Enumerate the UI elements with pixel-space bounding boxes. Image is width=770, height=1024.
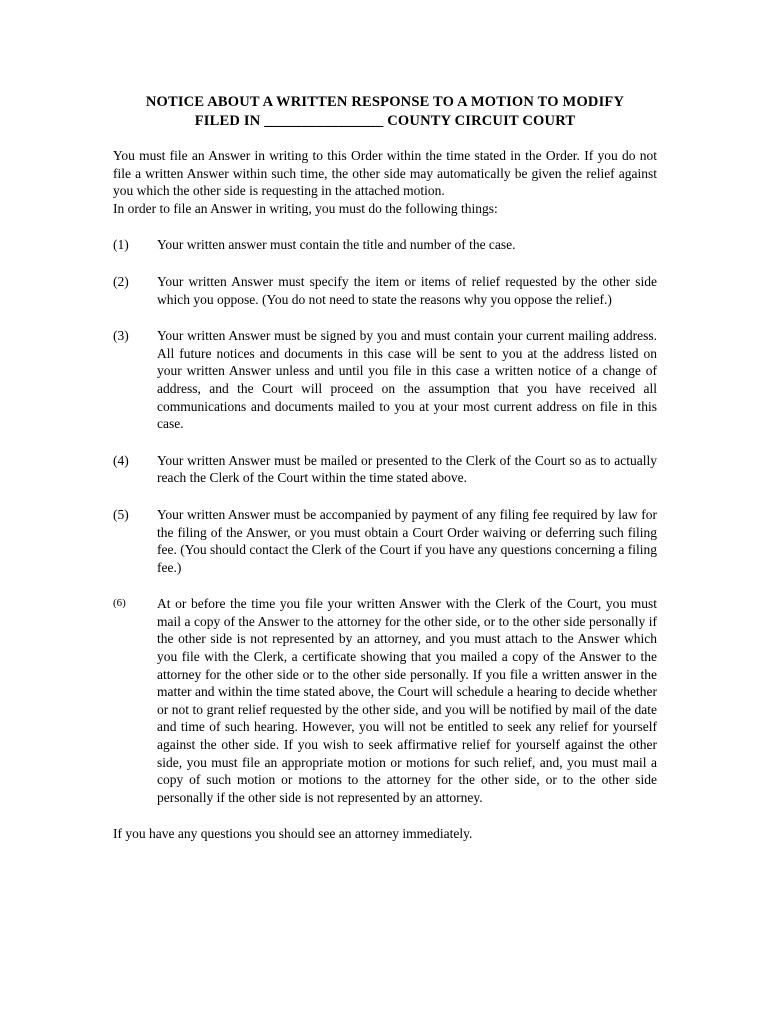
list-item	[113, 506, 657, 576]
list-item	[113, 452, 657, 487]
list-item-text: Your written answer must contain the title and number of the case.	[157, 237, 516, 253]
list-item-number: (6)	[113, 597, 126, 610]
list-item	[113, 327, 657, 433]
intro-section	[113, 147, 657, 217]
list-item-number: (4)	[113, 452, 129, 468]
closing-statement: If you have any questions you should see an attorney immediately.	[113, 826, 473, 842]
list-item-text: Your written Answer must be mailed or presented to the Clerk of the Court so as to actually reach the Clerk of the Court within the time stated above.	[157, 452, 657, 486]
list-item-number: (1)	[113, 237, 129, 253]
list-item-text: Your written Answer must be accompanied by payment of any filing fee required by law for the filing of the Answer, or you must obtain a Court Order waiving or deferring such filing fee. (You should contact the Clerk of the Court if you have any questions concerning a filing fee.)	[157, 506, 657, 575]
document-title-line1: NOTICE ABOUT A WRITTEN RESPONSE TO A MOTION TO MODIFY	[145, 94, 625, 110]
list-item	[113, 595, 657, 806]
document-title	[113, 93, 657, 130]
list-item-text: Your written Answer must be signed by you and must contain your current mailing address. All future notices and documents in this case will be sent to you at the address listed on your written Answer unless and until you file in this case a written notice of a change of address, and the Court will proceed on the assumption that you have received all communications and documents mailed to you at your most current address on file in this case.	[157, 328, 657, 432]
document-title-line2: FILED IN ________________ COUNTY CIRCUIT COURT	[194, 112, 576, 129]
numbered-list	[113, 236, 657, 806]
list-item-text: Your written Answer must specify the item or items of relief requested by the other side which you oppose. (You do not need to state the reasons why you oppose the relief.)	[157, 273, 657, 307]
list-item	[113, 273, 657, 308]
intro-instruction: In order to file an Answer in writing, you must do the following things:	[113, 200, 498, 216]
intro-paragraph: You must file an Answer in writing to this Order within the time stated in the Order. If you do not file a written Answer within such time, the other side may automatically be given the relief against you which the other side is requesting in the attached motion.	[113, 148, 657, 199]
list-item	[113, 236, 657, 254]
list-item-text: At or before the time you file your written Answer with the Clerk of the Court, you must mail a copy of the Answer to the attorney for the other side, or to the other side personally if the other side is not represented by an attorney, and you must attach to the Answer which you file with the Clerk, a certificate showing that you mailed a copy of the Answer to the attorney for the other side or to the other side personally. If you file a written answer in the matter and within the time stated above, the Court will schedule a hearing to decide whether or not to grant relief requested by the other side, and you will be notified by mail of the date and time of such hearing. However, you will not be entitled to seek any relief for yourself against the other side. If you wish to seek affirmative relief for yourself against the other side, you must file an appropriate motion or motions for such relief, and, you must mail a copy of such motion or motions to the attorney for the other side, or to the other side personally if the other side is not represented by an attorney.	[157, 596, 657, 805]
list-item-number: (3)	[113, 328, 129, 344]
list-item-number: (5)	[113, 506, 129, 522]
list-item-number: (2)	[113, 273, 129, 289]
